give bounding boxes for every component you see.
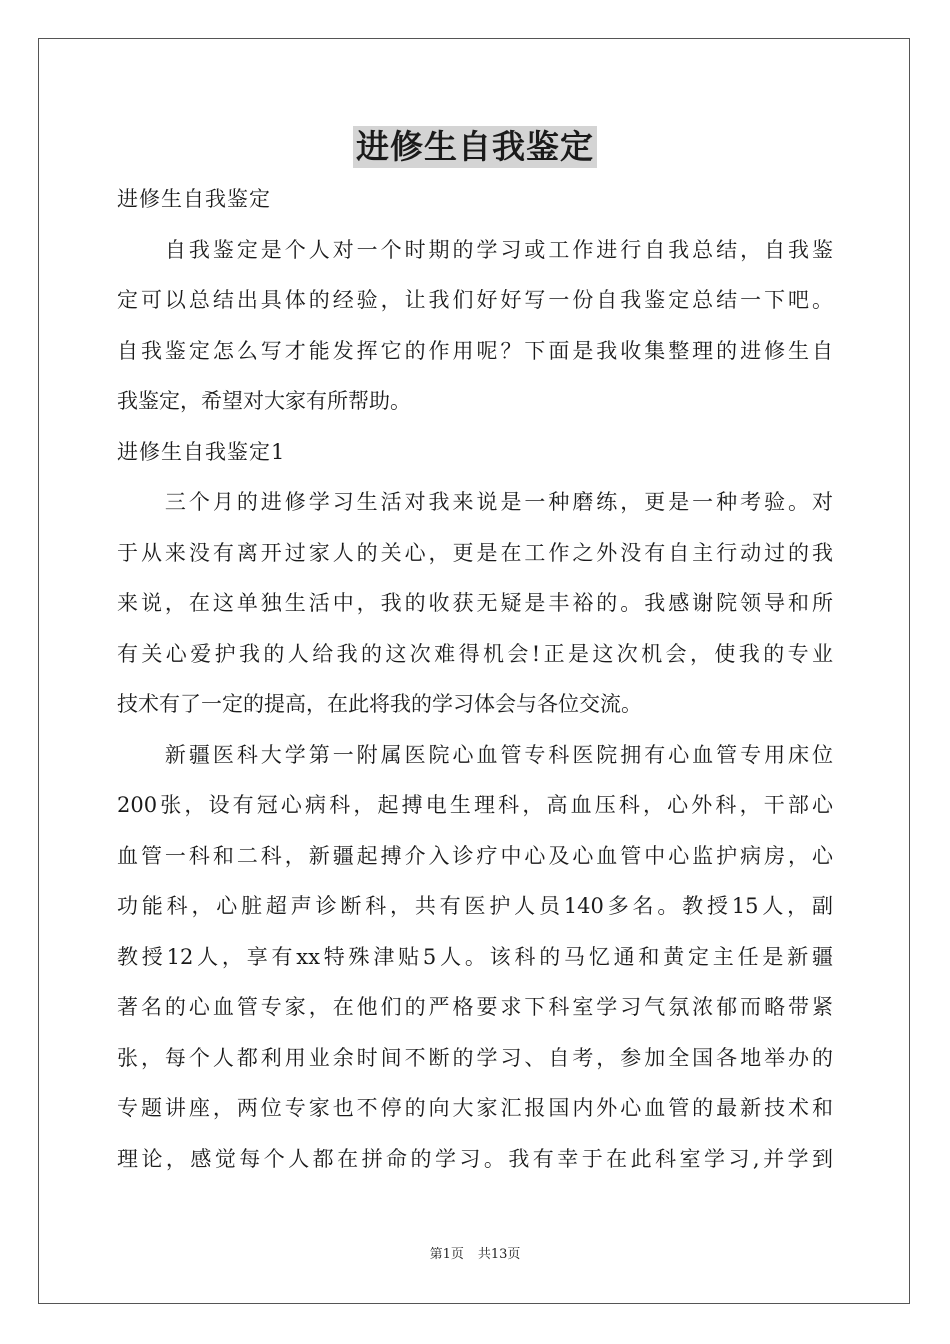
text-line: 技术有了一定的提高，在此将我的学习体会与各位交流。 — [117, 692, 642, 716]
text-line: 来说，在这单独生活中，我的收获无疑是丰裕的。我感谢院领导和所 — [117, 591, 833, 615]
text-line: 新疆医科大学第一附属医院心血管专科医院拥有心血管专用床位 — [117, 742, 833, 767]
text-line: 专题讲座，两位专家也不停的向大家汇报国内外心血管的最新技术和 — [117, 1096, 833, 1120]
page-total: 共13页 — [477, 1247, 521, 1262]
text-line: 定可以总结出具体的经验，让我们好好写一份自我鉴定总结一下吧。 — [117, 288, 833, 312]
text-line: 于从来没有离开过家人的关心，更是在工作之外没有自主行动过的我 — [117, 540, 833, 565]
page-number: 第1页 — [429, 1247, 464, 1262]
text-line: 理论，感觉每个人都在拼命的学习。我有幸于在此科室学习,并学到 — [117, 1146, 833, 1171]
text-line: 自我鉴定怎么写才能发挥它的作用呢？下面是我收集整理的进修生自 — [117, 338, 833, 363]
text-line: 200张，设有冠心病科，起搏电生理科，高血压科，心外科，干部心 — [117, 793, 833, 817]
document-title-text: 进修生自我鉴定 — [353, 126, 597, 168]
document-title — [0, 126, 950, 168]
text-line: 张，每个人都利用业余时间不断的学习、自考，参加全国各地举办的 — [117, 1045, 833, 1070]
page-footer — [0, 1246, 950, 1264]
text-line: 著名的心血管专家，在他们的严格要求下科室学习气氛浓郁而略带紧 — [117, 995, 833, 1019]
section-heading: 进修生自我鉴定 — [117, 187, 271, 211]
text-line: 我鉴定，希望对大家有所帮助。 — [117, 389, 411, 413]
section-heading: 进修生自我鉴定1 — [117, 439, 286, 464]
document-body — [117, 174, 833, 1184]
text-line: 功能科，心脏超声诊断科，共有医护人员140多名。教授15人，副 — [117, 894, 833, 918]
text-line: 血管一科和二科，新疆起搏介入诊疗中心及心血管中心监护病房，心 — [117, 843, 833, 868]
text-line: 教授12人，享有xx特殊津贴5人。该科的马忆通和黄定主任是新疆 — [117, 944, 833, 969]
text-line: 三个月的进修学习生活对我来说是一种磨练，更是一种考验。对 — [117, 490, 833, 514]
text-line: 自我鉴定是个人对一个时期的学习或工作进行自我总结，自我鉴 — [117, 237, 833, 262]
text-line: 有关心爱护我的人给我的这次难得机会!正是这次机会，使我的专业 — [117, 641, 833, 666]
